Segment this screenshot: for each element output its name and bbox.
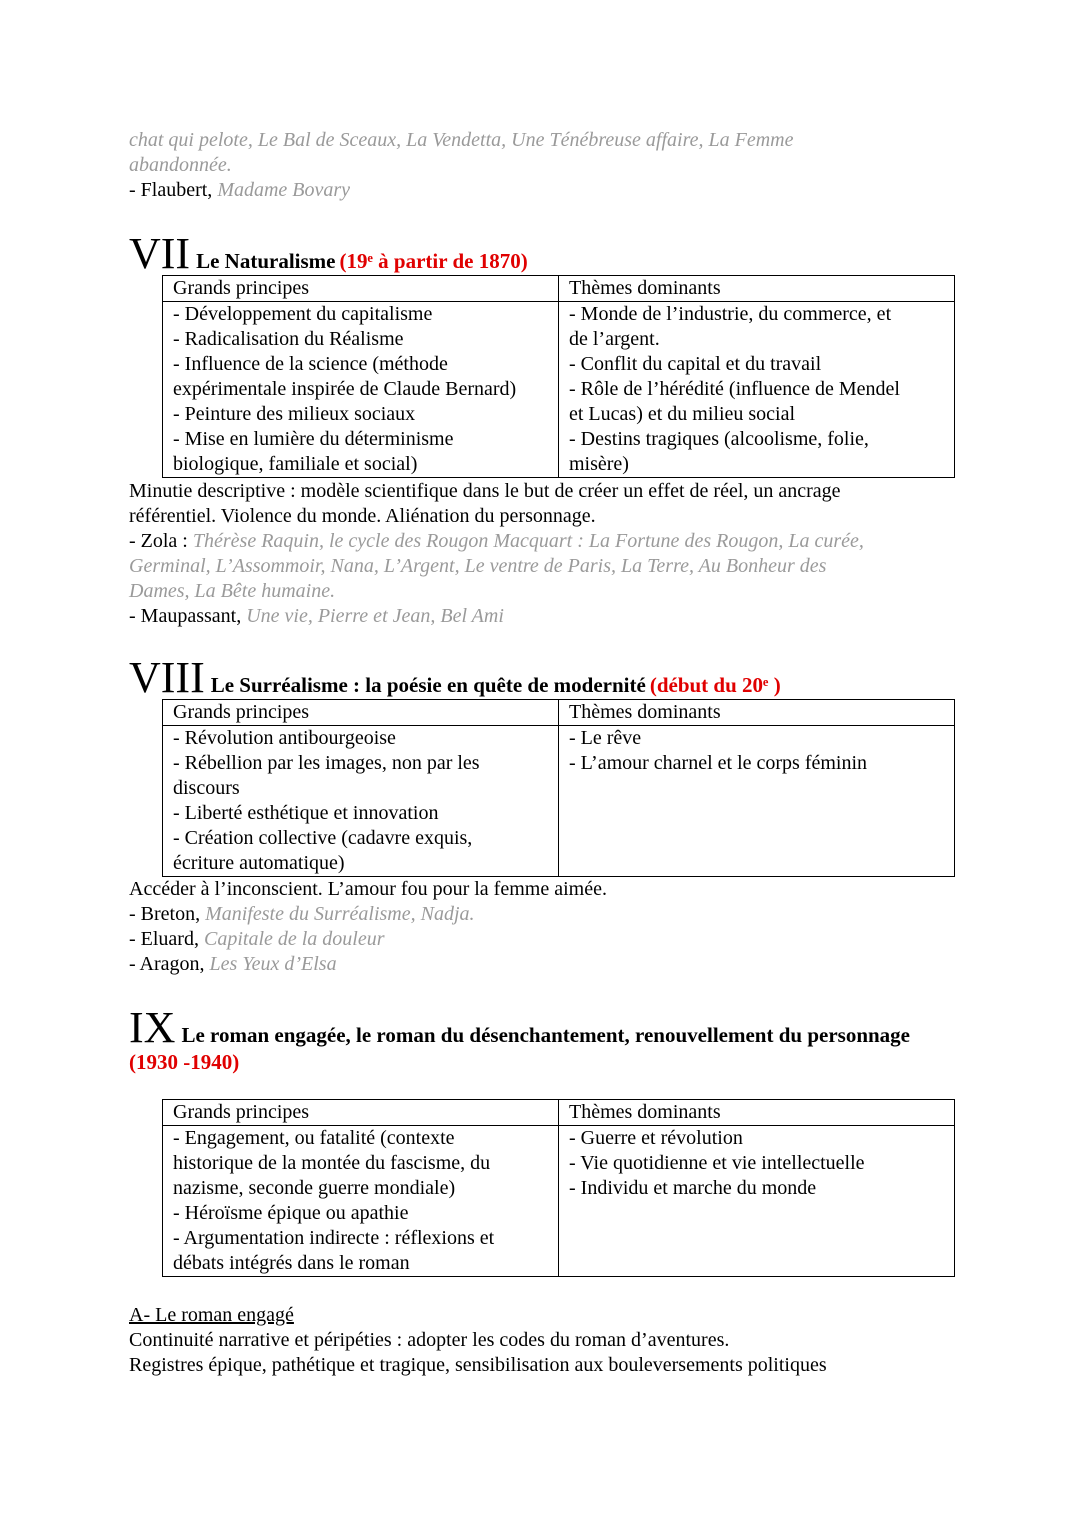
theme-line: - Rôle de l’hérédité (influence de Mendel	[569, 378, 900, 400]
breton-author: - Breton,	[129, 903, 206, 925]
theme-line: de l’argent.	[569, 328, 660, 350]
theme-line: - Vie quotidienne et vie intellectuelle	[569, 1152, 865, 1174]
section-heading-naturalisme	[129, 229, 528, 278]
section-numeral: VIII	[129, 653, 205, 702]
principe-line: - Mise en lumière du déterminisme	[173, 428, 454, 450]
maupassant-line	[129, 604, 959, 629]
principe-line: nazisme, seconde guerre mondiale)	[173, 1177, 456, 1199]
roman-engage-table	[162, 1099, 955, 1277]
eluard-author: - Eluard,	[129, 928, 204, 950]
table-cell-principes	[163, 302, 559, 478]
theme-line: - Guerre et révolution	[569, 1127, 743, 1149]
description-line: Accéder à l’inconscient. L’amour fou pour la femme aimée.	[129, 878, 607, 900]
principe-line: - Révolution antibourgeoise	[173, 727, 396, 749]
section-date: (19ᵉ à partir de 1870)	[339, 249, 528, 273]
theme-line: - L’amour charnel et le corps féminin	[569, 752, 868, 774]
surrealisme-notes	[129, 877, 959, 977]
flaubert-works: Madame Bovary	[217, 179, 351, 201]
principe-line: - Rébellion par les images, non par les	[173, 752, 480, 774]
breton-works: Manifeste du Surréalisme, Nadja.	[205, 903, 475, 925]
surrealisme-table	[162, 699, 955, 877]
zola-works: Thérèse Raquin, le cycle des Rougon Macquart : La Fortune des Rougon, La curée,	[192, 530, 864, 552]
balzac-works-line-1: chat qui pelote, Le Bal de Sceaux, La Vendetta, Une Ténébreuse affaire, La Femme	[129, 129, 794, 151]
section-heading-surrealisme	[129, 653, 781, 702]
section-numeral: IX	[129, 1003, 176, 1052]
zola-works-line-2: Germinal, L’Assommoir, Nana, L’Argent, Le ventre de Paris, La Terre, Au Bonheur des	[129, 555, 827, 577]
theme-line: - Le rêve	[569, 727, 642, 749]
principe-line: débats intégrés dans le roman	[173, 1252, 410, 1274]
principe-line: - Influence de la science (méthode	[173, 353, 448, 375]
description-line: Minutie descriptive : modèle scientifique dans le but de créer un effet de réel, un ancrage	[129, 480, 841, 502]
principe-line: écriture automatique)	[173, 852, 345, 874]
section-heading-roman-engage	[129, 1003, 910, 1052]
table-cell-principes	[163, 1126, 559, 1277]
description-line: référentiel. Violence du monde. Aliénation du personnage.	[129, 505, 596, 527]
table-header-principes: Grands principes	[163, 700, 559, 726]
zola-line	[129, 529, 959, 554]
table-header-principes: Grands principes	[163, 1100, 559, 1126]
flaubert-author: - Flaubert,	[129, 179, 218, 201]
section-title: Le roman engagée, le roman du désenchantement, renouvellement du personnage	[181, 1023, 910, 1047]
table-cell-themes	[559, 726, 955, 877]
principe-line: - Création collective (cadavre exquis,	[173, 827, 473, 849]
section-date: (début du 20ᵉ )	[649, 673, 781, 697]
naturalisme-notes	[129, 479, 959, 629]
theme-line: - Individu et marche du monde	[569, 1177, 817, 1199]
roman-engage-notes	[129, 1303, 959, 1378]
subsection-line: Registres épique, pathétique et tragique, sensibilisation aux bouleversements politiques	[129, 1354, 827, 1376]
table-header-themes: Thèmes dominants	[559, 276, 955, 302]
aragon-author: - Aragon,	[129, 953, 210, 975]
principe-line: expérimentale inspirée de Claude Bernard)	[173, 378, 517, 400]
balzac-works-line-2: abandonnée.	[129, 154, 232, 176]
principe-line: - Engagement, ou fatalité (contexte	[173, 1127, 455, 1149]
table-cell-principes	[163, 726, 559, 877]
section-numeral: VII	[129, 229, 191, 278]
eluard-line	[129, 927, 959, 952]
breton-line	[129, 902, 959, 927]
principe-line: - Peinture des milieux sociaux	[173, 403, 416, 425]
principe-line: - Argumentation indirecte : réflexions et	[173, 1227, 495, 1249]
theme-line: - Conflit du capital et du travail	[569, 353, 822, 375]
section-title: Le Surréalisme : la poésie en quête de modernité	[210, 673, 646, 697]
theme-line: et Lucas) et du milieu social	[569, 403, 796, 425]
maupassant-works: Une vie, Pierre et Jean, Bel Ami	[246, 605, 504, 627]
table-header-themes: Thèmes dominants	[559, 700, 955, 726]
intro-block	[129, 128, 959, 203]
zola-works-line-3: Dames, La Bête humaine.	[129, 580, 336, 602]
principe-line: - Radicalisation du Réalisme	[173, 328, 404, 350]
principe-line: - Développement du capitalisme	[173, 303, 433, 325]
subsection-line: Continuité narrative et péripéties : adopter les codes du roman d’aventures.	[129, 1329, 730, 1351]
principe-line: historique de la montée du fascisme, du	[173, 1152, 491, 1174]
eluard-works: Capitale de la douleur	[203, 928, 385, 950]
aragon-works: Les Yeux d’Elsa	[209, 953, 337, 975]
table-cell-themes	[559, 302, 955, 478]
naturalisme-table	[162, 275, 955, 478]
aragon-line	[129, 952, 959, 977]
section-title: Le Naturalisme	[196, 249, 336, 273]
theme-line: - Monde de l’industrie, du commerce, et	[569, 303, 892, 325]
theme-line: misère)	[569, 453, 629, 475]
flaubert-line	[129, 178, 959, 203]
principe-line: - Héroïsme épique ou apathie	[173, 1202, 409, 1224]
principe-line: discours	[173, 777, 240, 799]
maupassant-author: - Maupassant,	[129, 605, 247, 627]
section-date: (1930 -1940)	[129, 1050, 240, 1074]
zola-author: - Zola :	[129, 530, 193, 552]
table-cell-themes	[559, 1126, 955, 1277]
table-header-themes: Thèmes dominants	[559, 1100, 955, 1126]
table-header-principes: Grands principes	[163, 276, 559, 302]
principe-line: - Liberté esthétique et innovation	[173, 802, 439, 824]
subsection-heading: A- Le roman engagé	[129, 1304, 294, 1326]
theme-line: - Destins tragiques (alcoolisme, folie,	[569, 428, 869, 450]
principe-line: biologique, familiale et social)	[173, 453, 418, 475]
section-date-line	[129, 1050, 239, 1075]
